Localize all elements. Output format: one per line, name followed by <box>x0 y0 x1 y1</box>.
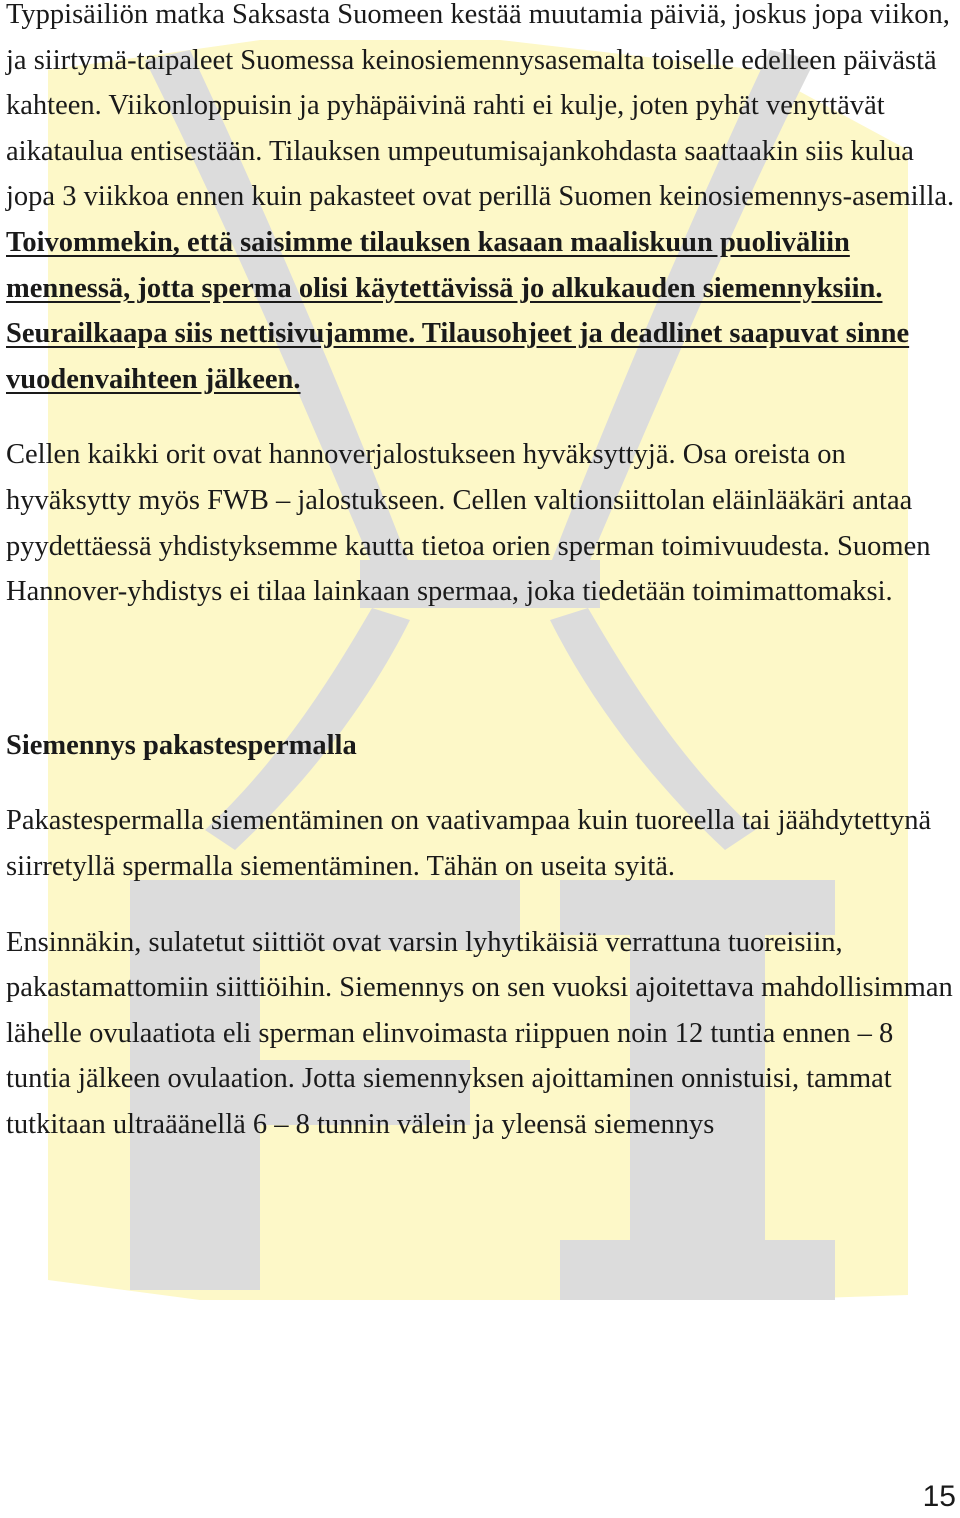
page-content <box>6 0 956 1147</box>
shipping-text: Typpisäiliön matka Saksasta Suomeen kestää muutamia päiviä, joskus jopa viikon, ja siirtymä-taipaleet Suomessa keinosiemennysasemalta toiselle edelleen päivästä kahteen. Viikonloppuisin ja pyhäpäivinä rahti ei kulje, joten pyhät venyttävät aikataulua entisestään. Tilauksen umpeutumisajankohdasta saattaakin siis kulua jopa 3 viikkoa ennen kuin pakasteet ovat perillä Suomen keinosiemennys-asemilla. <box>6 0 955 213</box>
paragraph-shipping <box>6 0 956 402</box>
paragraph-timing: Ensinnäkin, sulatetut siittiöt ovat varsin lyhytikäisiä verrattuna tuoreisiin, pakastamattomiin siittiöihin. Siemennys on sen vuoksi ajoitettava mahdollisimman lähelle ovulaatiota eli sperman elinvoimasta riippuen noin 12 tuntia ennen – 8 tuntia jälkeen ovulaation. Jotta siemennyksen ajoittaminen onnistuisi, tammat tutkitaan ultraäänellä 6 – 8 tunnin välein ja yleensä siemennys <box>6 926 953 1140</box>
paragraph-frozen-semen-intro: Pakastespermalla siementäminen on vaativampaa kuin tuoreella tai jäähdytettynä siirretyllä spermalla siementäminen. Tähän on useita syitä. <box>6 805 932 882</box>
order-deadline-notice: Toivommekin, että saisimme tilauksen kasaan maaliskuun puoliväliin mennessä, jotta sperma olisi käytettävissä jo alkukauden siemennyksiin. Seurailkaapa siis nettisivujamme. Tilausohjeet ja deadlinet saapuvat sinne vuodenvaihteen jälkeen. <box>6 226 910 395</box>
paragraph-celle-stallions: Cellen kaikki orit ovat hannoverjalostukseen hyväksyttyjä. Osa oreista on hyväksytty myös FWB – jalostukseen. Cellen valtionsiittolan eläinlääkäri antaa pyydettäessä yhdistyksemme kautta tietoa orien sperman toimivuudesta. Suomen Hannover-yhdistys ei tilaa lainkaan spermaa, joka tiedetään toimimattomaksi. <box>6 439 931 608</box>
section-heading: Siemennys pakastespermalla <box>6 729 357 761</box>
page-number: 15 <box>922 1480 956 1513</box>
